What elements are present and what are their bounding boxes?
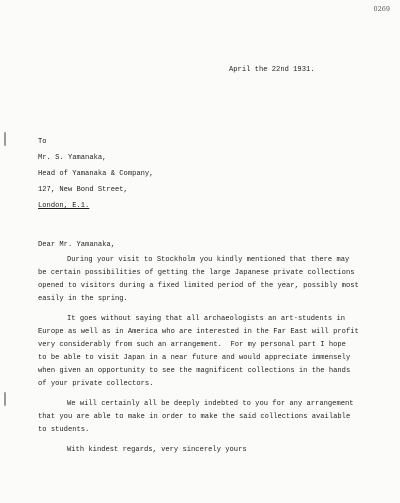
paragraph-line: easily in the spring.: [38, 295, 128, 303]
recipient-street: 127, New Bond Street,: [38, 186, 128, 194]
paragraph-line: when given an opportunity to see the magnificent collections in the hands: [38, 367, 351, 375]
punch-hole-mark: [4, 132, 6, 146]
recipient-city: London, E.1.: [38, 202, 90, 210]
paragraph-line: We will certainly all be deeply indebted to you for any arrangement: [67, 400, 354, 408]
paragraph-line: opened to visitors during a fixed limited period of the year, possibly most: [38, 282, 359, 290]
paragraph-line: be certain possibilities of getting the large Japanese private collections: [38, 269, 355, 277]
punch-hole-mark: [4, 392, 6, 406]
paragraph-line: very considerably from such an arrangement. For my personal part I hope: [38, 341, 346, 349]
paragraph-line: It goes without saying that all archaeologists an art-students in: [67, 315, 346, 323]
recipient-title: Head of Yamanaka & Company,: [38, 170, 154, 178]
salutation: Dear Mr. Yamanaka,: [38, 241, 115, 249]
paragraph-line: Europe as well as in America who are interested in the Far East will profit: [38, 328, 359, 336]
paragraph-line: of your private collectors.: [38, 380, 154, 388]
recipient-to: To: [38, 138, 47, 146]
paragraph-line: During your visit to Stockholm you kindly mentioned that there may: [67, 256, 350, 264]
recipient-name: Mr. S. Yamanaka,: [38, 154, 107, 162]
letter-date: April the 22nd 1931.: [229, 66, 315, 74]
paragraph-line: to students.: [38, 426, 90, 434]
archive-page-number: 0269: [373, 5, 390, 13]
paragraph-line: that you are able to make in order to make the said collections available: [38, 413, 351, 421]
closing-line: With kindest regards, very sincerely yours: [67, 446, 247, 454]
paragraph-line: to be able to visit Japan in a near future and would appreciate immensely: [38, 354, 351, 362]
